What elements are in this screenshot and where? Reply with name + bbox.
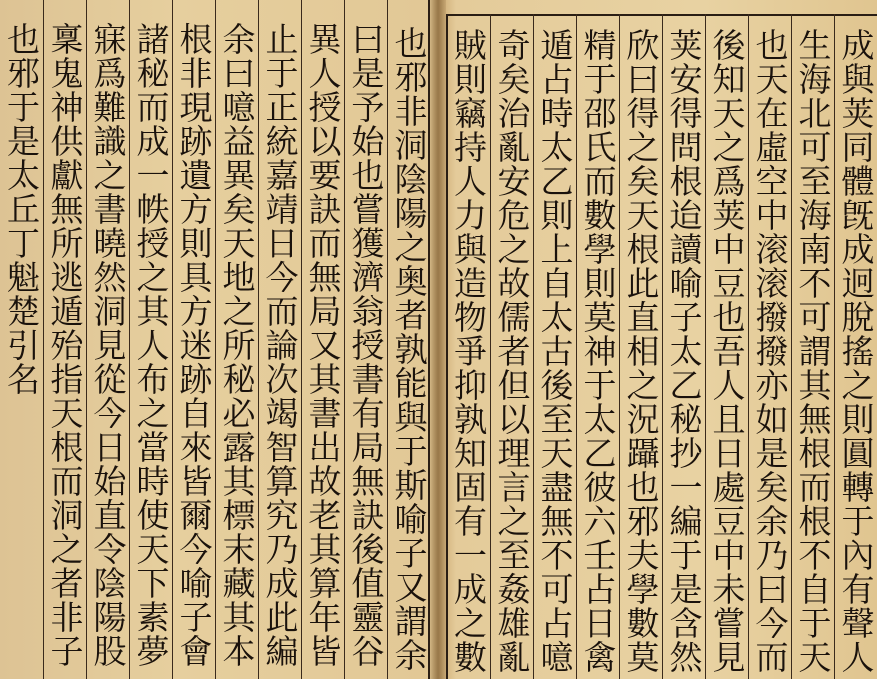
text-column — [705, 14, 748, 679]
left-page-columns — [0, 0, 430, 679]
text-column — [619, 14, 662, 679]
text-column — [86, 0, 129, 679]
text-column — [662, 14, 705, 679]
text-column — [344, 0, 387, 679]
text-column — [0, 0, 43, 679]
column-text: 後知天之爲荚中豆也吾人且日處豆中未嘗見 — [707, 28, 747, 674]
text-column — [301, 0, 344, 679]
column-text: 稟鬼神供獻無所逃遁殆指天根而洞之者非子 — [45, 22, 85, 668]
left-page — [0, 0, 436, 679]
text-column — [129, 0, 172, 679]
text-column — [43, 0, 86, 679]
column-text: 諸秘而成一帙授之其人布之當時使天下素夢 — [131, 22, 171, 668]
column-text: 寐爲難識之書曉然洞見從今日始直令陰陽股 — [88, 22, 128, 668]
column-text: 曰是予始也嘗獲濟翁授書有局無訣後值靈谷 — [346, 22, 386, 668]
column-text: 奇矣治亂安危之故儒者但以理言之至姦雄亂 — [492, 28, 532, 674]
right-page-columns — [448, 14, 877, 679]
text-column — [791, 14, 834, 679]
text-column — [447, 14, 490, 679]
column-text: 止于正統嘉靖日今而論次竭智算究乃成此編 — [260, 22, 300, 668]
text-column — [490, 14, 533, 679]
column-text: 成與荚同體旣成迥脫搖之則圓轉于內有聲人 — [836, 28, 876, 674]
text-column — [172, 0, 215, 679]
text-column — [533, 14, 576, 679]
column-text: 生海北可至海南不可謂其無根而根不自于天 — [793, 28, 833, 674]
text-column — [215, 0, 258, 679]
column-text: 根非現跡遺方則具方迷跡自來皆爾今喻子會 — [174, 22, 214, 668]
column-text: 余曰噫益異矣天地之所秘必露其標末藏其本 — [217, 22, 257, 668]
column-text: 遁占時太乙則上自太古後至天盡無不可占噫 — [535, 28, 575, 674]
right-page — [442, 0, 877, 679]
text-column — [834, 14, 877, 679]
column-text: 也天在虛空中滚滚撥撥亦如是矣余乃曰今而 — [750, 28, 790, 674]
text-column — [387, 0, 430, 679]
column-text: 精于邵氏而數學則莫神于太乙彼六壬占日禽 — [578, 28, 618, 674]
text-column — [576, 14, 619, 679]
text-column — [258, 0, 301, 679]
column-text: 異人授以要訣而無局又其書出故老其算年皆 — [303, 22, 343, 668]
column-text: 也邪非洞陰陽之奥者孰能與于斯喻子又謂余 — [389, 26, 429, 672]
column-text: 也邪于是太丘丁魁楚引名 — [2, 22, 41, 396]
column-text: 賊則竊持人力與造物爭抑孰知固有一成之數 — [449, 28, 488, 674]
column-text: 欣曰得之矣天根此直相之況躡也邪夫學數莫 — [621, 28, 661, 674]
text-column — [748, 14, 791, 679]
column-text: 荚安得問根迨讀喻子太乙秘抄一編于是含然 — [664, 28, 704, 674]
